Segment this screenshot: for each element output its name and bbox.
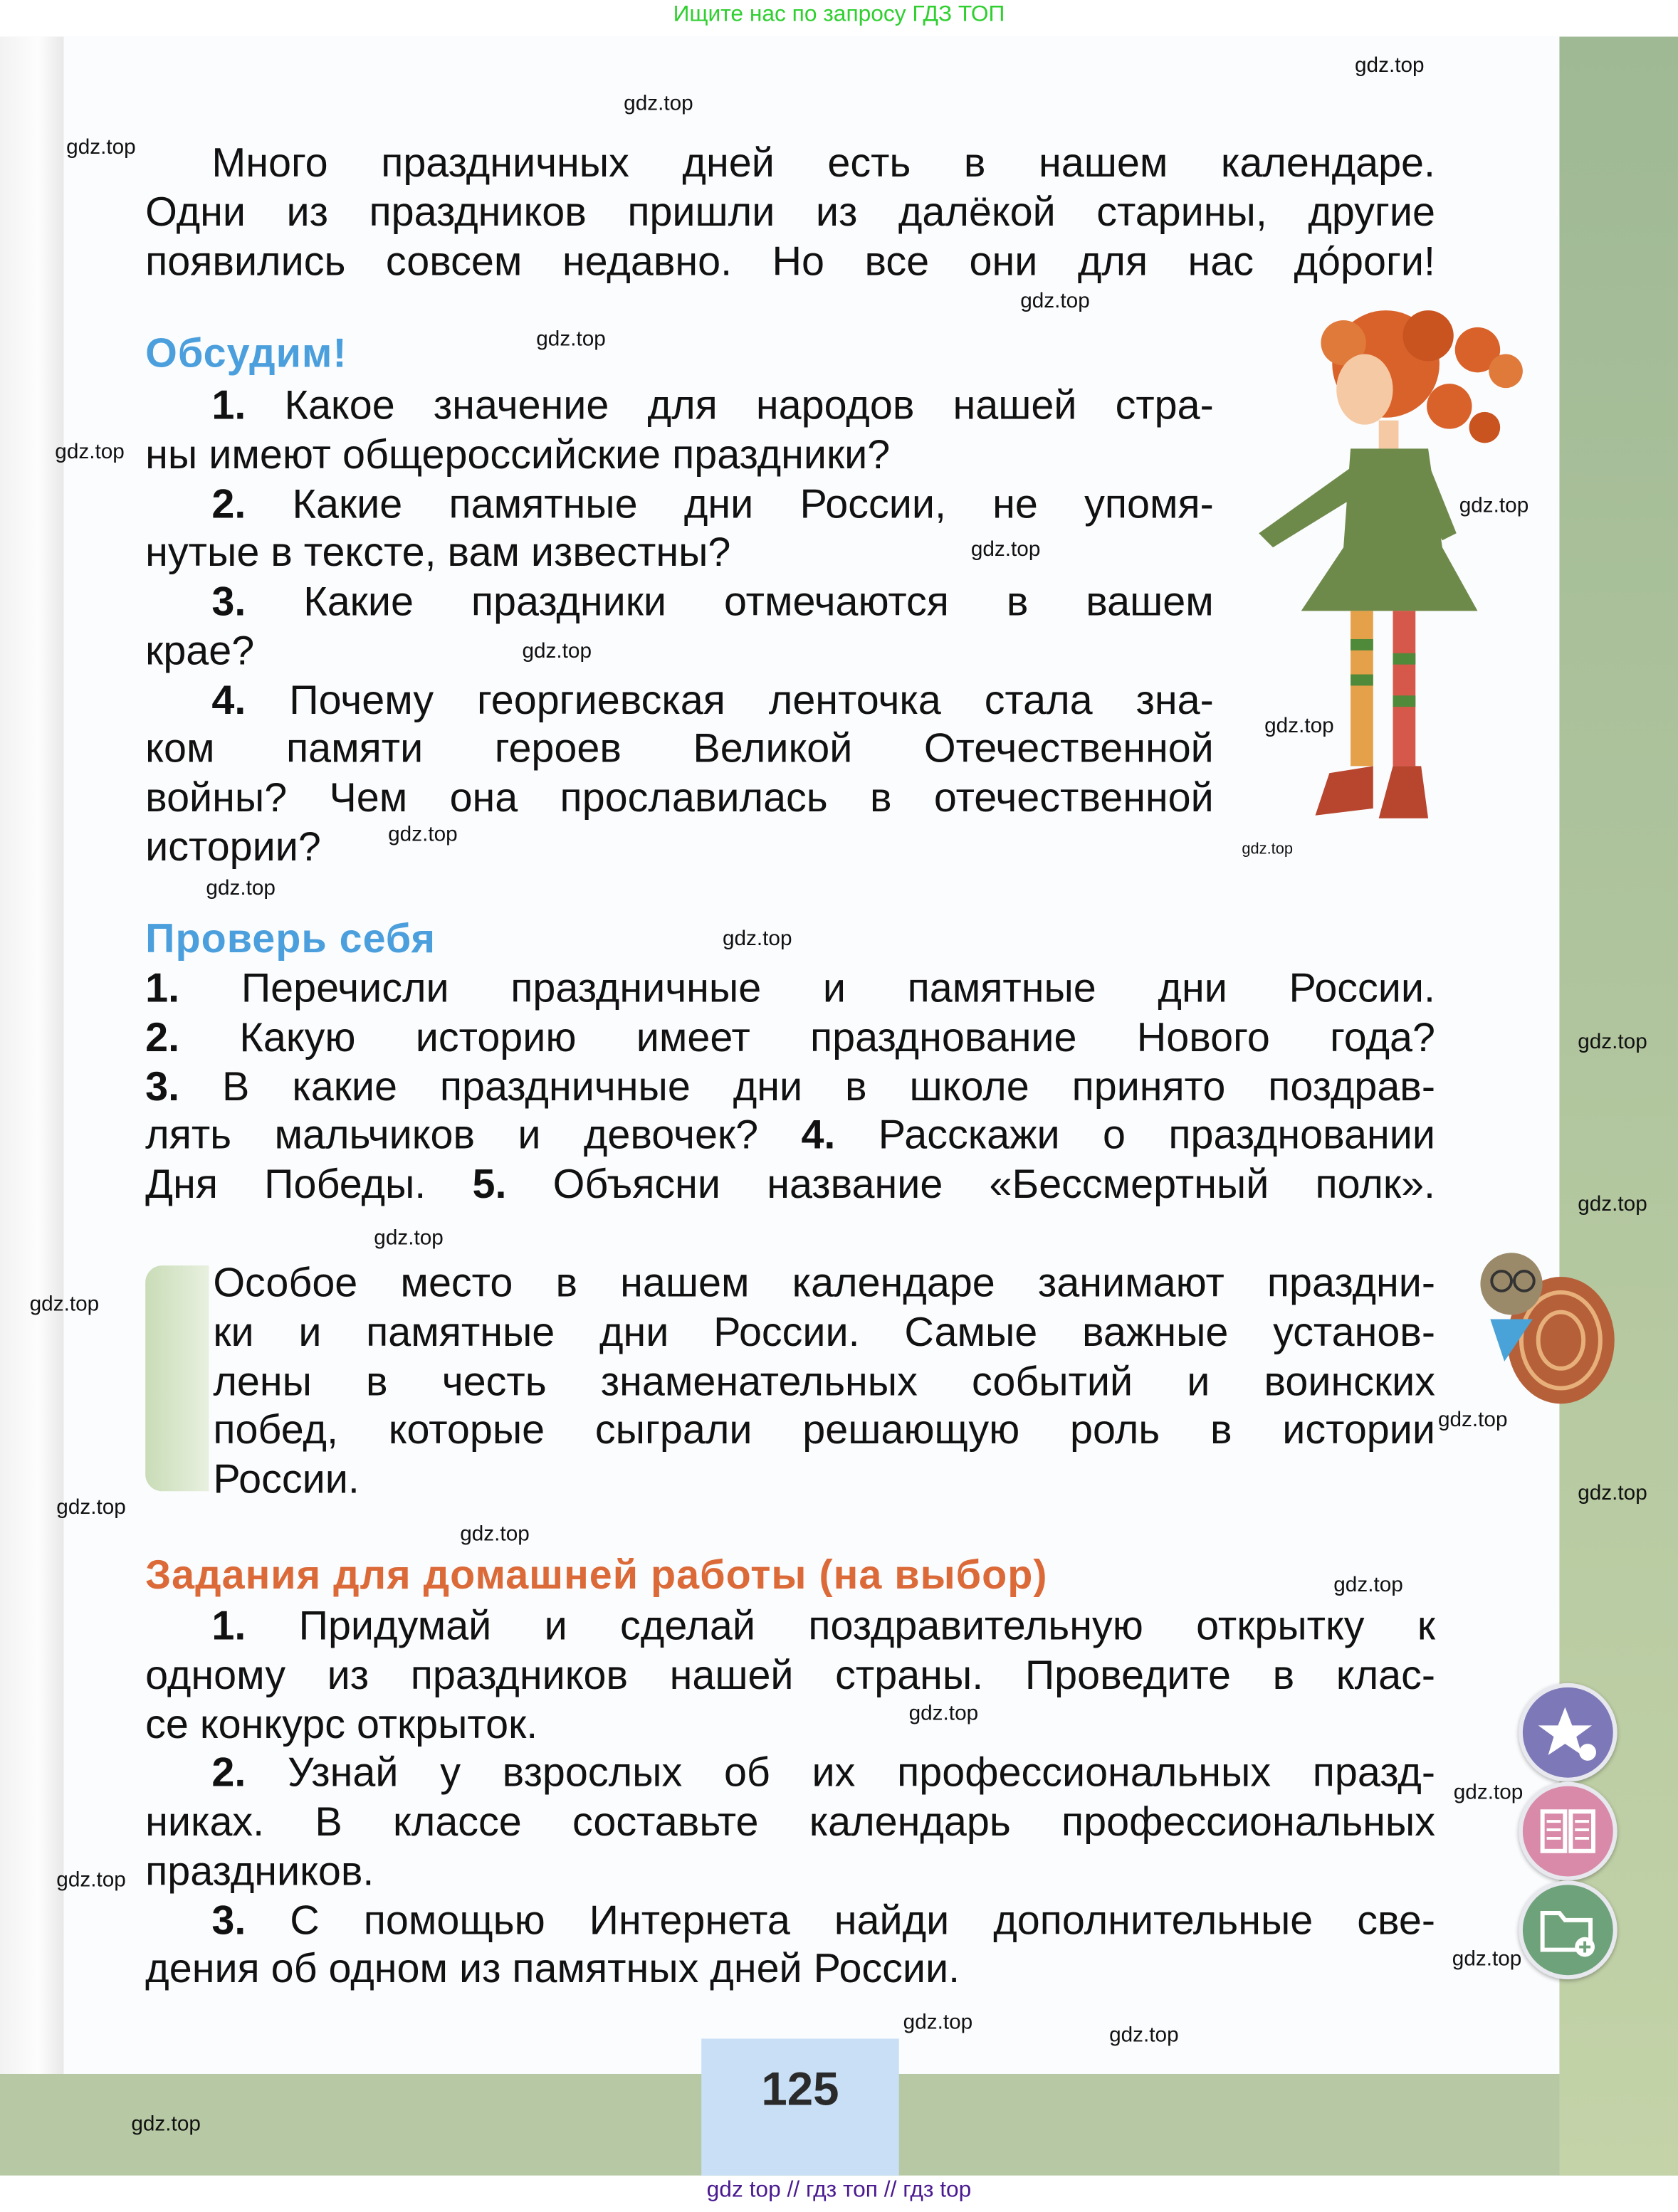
watermark: gdz.top <box>522 638 592 663</box>
text-line <box>213 1260 1435 1309</box>
line-text: лять мальчиков и девочек? <box>145 1113 802 1159</box>
line-text: Придумай и сделай поздравительную открытку к <box>298 1603 1435 1650</box>
line-text: Перечисли праздничные и памятные дни России. <box>241 966 1435 1012</box>
line-text: нутые в тексте, вам известны? <box>145 530 731 576</box>
text-line <box>145 965 1435 1014</box>
watermark: gdz.top <box>536 327 606 352</box>
watermark: gdz.top <box>1578 1481 1647 1506</box>
item-number: 4. <box>801 1113 879 1159</box>
watermark: gdz.top <box>1264 714 1334 738</box>
page-number: 125 <box>761 2063 839 2115</box>
watermark: gdz.top <box>1437 1408 1508 1433</box>
text-line <box>145 1798 1435 1848</box>
girl-illustration <box>1231 307 1541 829</box>
text-line <box>145 530 1214 579</box>
line-text: Какое значение для народов нашей стра- <box>284 384 1214 429</box>
text-line <box>145 139 1435 189</box>
line-text: Узнай у взрослых об их профессиональных празд- <box>288 1751 1435 1796</box>
line-text: Много праздничных дней есть в нашем календаре. <box>211 141 1435 186</box>
text-line <box>145 1603 1435 1652</box>
line-text: появились совсем недавно. Но все они для нас до́роги! <box>145 238 1435 285</box>
watermark: gdz.top <box>56 1868 126 1892</box>
search-banner[interactable]: Ищите нас по запросу ГДЗ ТОП <box>673 2 1005 27</box>
line-text: Объясни название «Бессмертный полк». <box>552 1162 1436 1208</box>
line-text: Особое место в нашем календаре занимают праздни- <box>213 1261 1435 1307</box>
text-line <box>145 480 1214 530</box>
line-text: одному из праздников нашей страны. Проведите в клас- <box>145 1653 1435 1699</box>
watermark: gdz.top <box>1459 493 1529 518</box>
line-text: Почему георгиевская ленточка стала зна- <box>289 678 1214 723</box>
text-line <box>145 677 1214 726</box>
watermark: gdz.top <box>1578 1192 1647 1216</box>
text-line <box>145 1652 1435 1701</box>
watermark: gdz.top <box>29 1292 100 1317</box>
text-line <box>145 1161 1435 1210</box>
line-text: ком памяти героев Великой Отечественной <box>145 727 1214 772</box>
watermark: gdz.top <box>1242 841 1293 858</box>
text-line <box>145 1112 1435 1162</box>
item-number: 2. <box>145 1015 240 1061</box>
line-text: Какие праздники отмечаются в вашем <box>303 579 1214 626</box>
check-questions <box>145 965 1435 1210</box>
watermark: gdz.top <box>460 1522 530 1547</box>
discuss-heading: Обсудим! <box>145 331 347 377</box>
watermark: gdz.top <box>66 135 136 159</box>
line-text: Расскажи о праздновании <box>878 1113 1435 1159</box>
item-number: 1. <box>211 384 285 429</box>
text-line <box>145 579 1214 628</box>
add-folder-button[interactable] <box>1519 1880 1617 1979</box>
item-number: 3. <box>211 579 304 626</box>
watermark: gdz.top <box>1578 1030 1647 1054</box>
watermark: gdz.top <box>388 822 458 847</box>
text-line <box>145 189 1435 238</box>
text-line <box>145 1014 1435 1063</box>
item-number: 4. <box>211 678 290 723</box>
text-line <box>213 1358 1435 1407</box>
line-text: никах. В классе составьте календарь профессиональных <box>145 1800 1435 1845</box>
text-line <box>213 1309 1435 1358</box>
watermark: gdz.top <box>1355 53 1425 78</box>
line-text: ки и памятные дни России. Самые важные установ- <box>213 1310 1435 1356</box>
text-line <box>145 1701 1435 1750</box>
summary-marker-bar <box>145 1265 209 1491</box>
item-number: 5. <box>472 1162 553 1208</box>
line-text: праздников. <box>145 1849 374 1895</box>
line-text: Одни из праздников пришли из далёкой старины, другие <box>145 190 1435 236</box>
line-text: войны? Чем она прославилась в отечественной <box>145 776 1214 821</box>
watermark: gdz.top <box>1333 1573 1403 1597</box>
item-number: 2. <box>211 481 293 527</box>
turtle-illustration <box>1462 1241 1617 1418</box>
book-icon <box>1523 1786 1613 1877</box>
text-line <box>145 628 1214 677</box>
line-text: побед, которые сыграли решающую роль в истории <box>213 1408 1435 1454</box>
text-line <box>145 774 1214 823</box>
text-line <box>145 1897 1435 1946</box>
folder-add-icon <box>1523 1885 1613 1975</box>
line-text: Какую историю имеет празднование Нового года? <box>239 1015 1435 1061</box>
watermark: gdz.top <box>55 440 125 465</box>
summary-paragraph <box>213 1260 1435 1505</box>
item-number: 2. <box>211 1751 288 1796</box>
check-heading: Проверь себя <box>145 917 436 962</box>
watermark: gdz.top <box>374 1226 444 1250</box>
text-line <box>145 823 1214 873</box>
textbook-button[interactable] <box>1519 1782 1617 1881</box>
text-line <box>145 431 1214 480</box>
watermark: gdz.top <box>722 927 792 952</box>
text-line <box>145 382 1214 431</box>
line-text: дения об одном из памятных дней России. <box>145 1947 960 1993</box>
line-text: Дня Победы. <box>145 1162 473 1208</box>
text-line <box>145 1750 1435 1799</box>
watermark: gdz.top <box>903 2010 973 2035</box>
watermark: gdz.top <box>1452 1947 1522 1971</box>
item-number: 1. <box>145 966 241 1012</box>
text-line <box>145 1063 1435 1112</box>
text-line <box>145 725 1214 774</box>
watermark: gdz.top <box>908 1701 979 1726</box>
homework-tasks <box>145 1603 1435 1995</box>
footer-links[interactable]: gdz top // гдз топ // гдз top <box>706 2178 972 2203</box>
watermark: gdz.top <box>970 537 1041 562</box>
text-line <box>213 1407 1435 1456</box>
watermark: gdz.top <box>1020 289 1090 314</box>
page-number-tab <box>701 2038 899 2175</box>
line-text: лены в честь знаменательных событий и воинских <box>213 1359 1435 1405</box>
watermark: gdz.top <box>131 2112 201 2137</box>
line-text: Какие памятные дни России, не упомя- <box>292 481 1214 527</box>
item-number: 3. <box>211 1898 290 1944</box>
star-icon <box>1523 1687 1613 1778</box>
text-line <box>213 1456 1435 1505</box>
text-line <box>145 238 1435 287</box>
left-page-edge <box>0 37 63 2074</box>
watermark: gdz.top <box>56 1495 126 1520</box>
watermark: gdz.top <box>206 876 276 900</box>
text-line <box>145 1946 1435 1995</box>
watermark: gdz.top <box>1453 1780 1524 1805</box>
line-text: ны имеют общероссийские праздники? <box>145 433 891 478</box>
discuss-questions <box>145 382 1214 873</box>
homework-heading: Задания для домашней работы (на выбор) <box>145 1553 1048 1599</box>
item-number: 1. <box>211 1603 299 1650</box>
item-number: 3. <box>145 1064 223 1110</box>
line-text: истории? <box>145 825 321 870</box>
watermark: gdz.top <box>1109 2023 1179 2048</box>
line-text: С помощью Интернета найди дополнительные све- <box>290 1898 1435 1944</box>
watermark: gdz.top <box>624 91 693 116</box>
line-text: В какие праздничные дни в школе принято поздрав- <box>222 1064 1435 1110</box>
text-line <box>145 1848 1435 1897</box>
favorites-button[interactable] <box>1519 1683 1617 1782</box>
line-text: России. <box>213 1457 360 1503</box>
line-text: крае? <box>145 628 255 675</box>
intro-paragraph <box>145 139 1435 287</box>
line-text: се конкурс открыток. <box>145 1702 538 1748</box>
